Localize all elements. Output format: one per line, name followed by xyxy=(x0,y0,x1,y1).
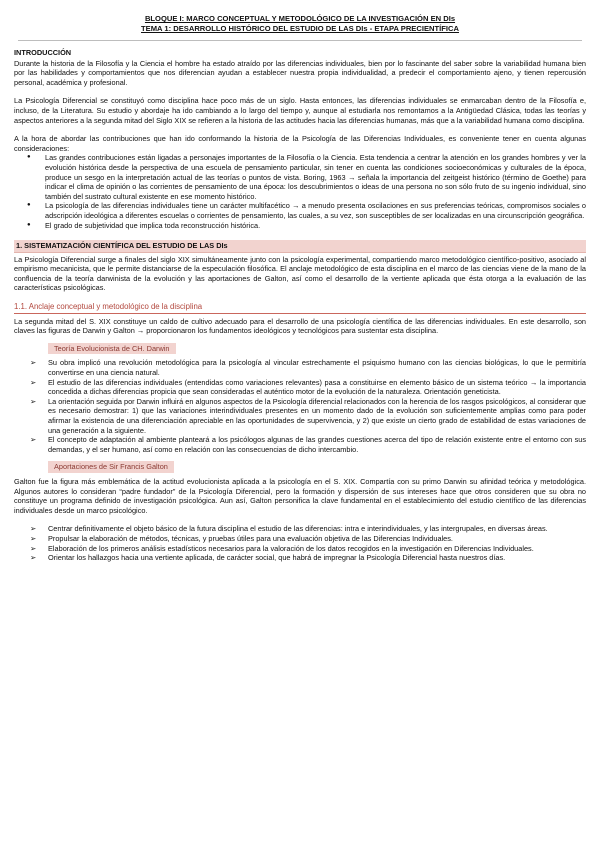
list-item: ➢ Elaboración de los primeros análisis estadísticos necesarios para la valoración de los datos recogidos en la investigación en Diferencias Individuales. xyxy=(48,544,586,554)
subsection-paragraph: La segunda mitad del S. XIX constituye un caldo de cultivo adecuado para el desarrollo de una psicología científica de las diferencias individuales. En este desarrollo, son claves las figuras de Darwin y Galton → proporcionaron los fundamentos ideológicos y tecnológicos para sustentar esta disciplina. xyxy=(14,316,586,336)
list-item: ● Las grandes contribuciones están ligadas a personajes importantes de la Filosofía o la Ciencia. Esta tendencia a centrar la atención en los grandes hombres y ver la evolución histórica desde la perspectiva de una escuela de pensamiento particular, sin tener en cuenta las condiciones socioeconómicas y culturales de la época, produce un sesgo en la interpretación actual de las teorías o puntos de vista. Boring, 1963 → señala la importancia del zeitgeist histórico (término de Goethe) para indicar el clima de opinión o las corrientes de pensamiento de una época: los descubrimientos o ideas de una persona no son sólo fruto de su ingenio individual, sino también del sustrato cultural existente en ese momento histórico. xyxy=(45,153,586,201)
list-item: ➢ Centrar definitivamente el objeto básico de la futura disciplina el estudio de las diferencias: intra e interindividuales, y las intergrupales, en diversas áreas. xyxy=(48,524,586,534)
darwin-heading: Teoría Evolucionista de CH. Darwin xyxy=(48,343,176,355)
intro-title: INTRODUCCIÓN xyxy=(14,48,72,57)
galton-heading: Aportaciones de Sir Francis Galton xyxy=(48,461,174,473)
list-item: ➢ El concepto de adaptación al ambiente planteará a los psicólogos algunas de las grandes cuestiones acerca del tipo de relación existente entre el entorno con sus demandas, y el ser humano, así como en relación con las consecuencias de dicho intercambio. xyxy=(48,435,586,454)
intro-section xyxy=(14,48,586,230)
galton-list xyxy=(14,524,586,562)
darwin-list xyxy=(14,358,586,454)
list-item: ➢ Su obra implicó una revolución metodológica para la psicología al vincular estrechamente el psiquismo humano con las ciencias biológicas, lo que le permitiría convertirse en una ciencia natural. xyxy=(48,358,586,377)
list-item: ● La psicología de las diferencias individuales tiene un carácter multifacético → a menudo presenta oscilaciones en sus preferencias teóricas, compromisos sociales o adscripción ideológica a diferentes escuelas o corrientes de pensamiento, las cuales, a su vez, son susceptibles de ser localizadas en una circunscripción geográfica. xyxy=(45,201,586,220)
intro-paragraph-1: Durante la historia de la Filosofía y la Ciencia el hombre ha estado atraído por las diferencias individuales, bien por lo fascinante del saber sobre la variabilidad humana bien por las habilidades y comportamientos que nos diferencian ayudan a establecer nuestra propia individualidad, a predecir el comportamiento ajeno, y tienen repercusión personal, académica y profesional. xyxy=(14,58,586,87)
list-item: ➢ Orientar los hallazgos hacia una vertiente aplicada, de carácter social, que habrá de impregnar la Psicología Diferencial hasta nuestros días. xyxy=(48,553,586,563)
header-line-bloque: BLOQUE I: MARCO CONCEPTUAL Y METODOLÓGICO DE LA INVESTIGACIÓN EN DIs xyxy=(144,14,456,23)
subsection-heading-anclaje: 1.1. Anclaje conceptual y metodológico de la disciplina xyxy=(14,302,586,314)
section-heading-sistematizacion: 1. SISTEMATIZACIÓN CIENTÍFICA DEL ESTUDIO DE LAS DIs xyxy=(14,240,586,253)
considerations-list xyxy=(14,153,586,230)
document-header xyxy=(14,14,586,34)
galton-paragraph: Galton fue la figura más emblemática de la actitud evolucionista aplicada a la psicología en el S. XIX. Compartía con su primo Darwin su afinidad teórica y metodológica. Algunos autores lo consideran “padre fundador” de la Psicología Diferencial, pero la formación y dispersión de sus intereses hace que otros consideren que su obra no constituye un programa definido de investigación psicológica. Aun así, Galton personifica la clave fundamental en el establecimiento del estudio científico de las diferencias individuales desde un marco psicológico. xyxy=(14,476,586,515)
list-item: ➢ El estudio de las diferencias individuales (entendidas como variaciones relevantes) pasa a constituirse en elemento básico de un sistema teórico → la importancia concedida a dichas diferencias propicia que sean consideradas el auténtico motor de la evolución de la naturaleza. Orientación geneticista. xyxy=(48,378,586,397)
section1-paragraph: La Psicología Diferencial surge a finales del siglo XIX simultáneamente junto con la psicología experimental, compartiendo marco metodológico científico-positivo, asociado al empirismo mecanicista, que le permite distanciarse de la especulación filosófica. El anclaje metodológico de esta disciplina en el marco de las ciencias viene de la mano de la confluencia de la teoría darwinista de la evolución y las aportaciones de Galton, así como el desarrollo de la vertiente aplicada que ésta otorga a la evaluación de las características psicológicas. xyxy=(14,254,586,293)
intro-paragraph-3: A la hora de abordar las contribuciones que han ido conformando la historia de la Psicología de las Diferencias Individuales, es conveniente tener en cuenta algunas consideraciones: xyxy=(14,134,586,153)
list-item: ● El grado de subjetividad que implica toda reconstrucción histórica. xyxy=(45,221,586,231)
list-item: ➢ Propulsar la elaboración de métodos, técnicas, y pruebas útiles para una evaluación objetiva de las Diferencias Individuales. xyxy=(48,534,586,544)
intro-paragraph-2: La Psicología Diferencial se constituyó como disciplina hace poco más de un siglo. Hasta entonces, las diferencias individuales se enmarcaban dentro de la Filosofía e, incluso, de la Literatura. Su estudio y abordaje ha ido cambiando a lo largo del tiempo y, aunque al estudiarla nos remontamos a la Antigüedad Clásica, todas las teorías y aspectos anteriores a la segunda mitad del Siglo XIX se refieren a la historia de las actitudes hacia las diferencias humanas, más que a la variabilidad humana como disciplina. xyxy=(14,96,586,125)
list-item: ➢ La orientación seguida por Darwin influirá en algunos aspectos de la Psicología diferencial relacionados con la herencia de los rasgos psicológicos, al considerar que es necesario demostrar: 1) que las variaciones interindividuales presentes en un momento dado de la evolución son suficientemente amplias como para poder afirmar la existencia de una diferenciación apreciable en las oportunidades de supervivencia, y 2) que existe un cierto grado de estabilidad de estas variaciones de una generación a la siguiente. xyxy=(48,397,586,435)
header-line-tema: TEMA 1: DESARROLLO HISTÓRICO DEL ESTUDIO DE LAS DIs - ETAPA PRECIENTÍFICA xyxy=(141,24,459,33)
header-divider xyxy=(18,40,582,41)
